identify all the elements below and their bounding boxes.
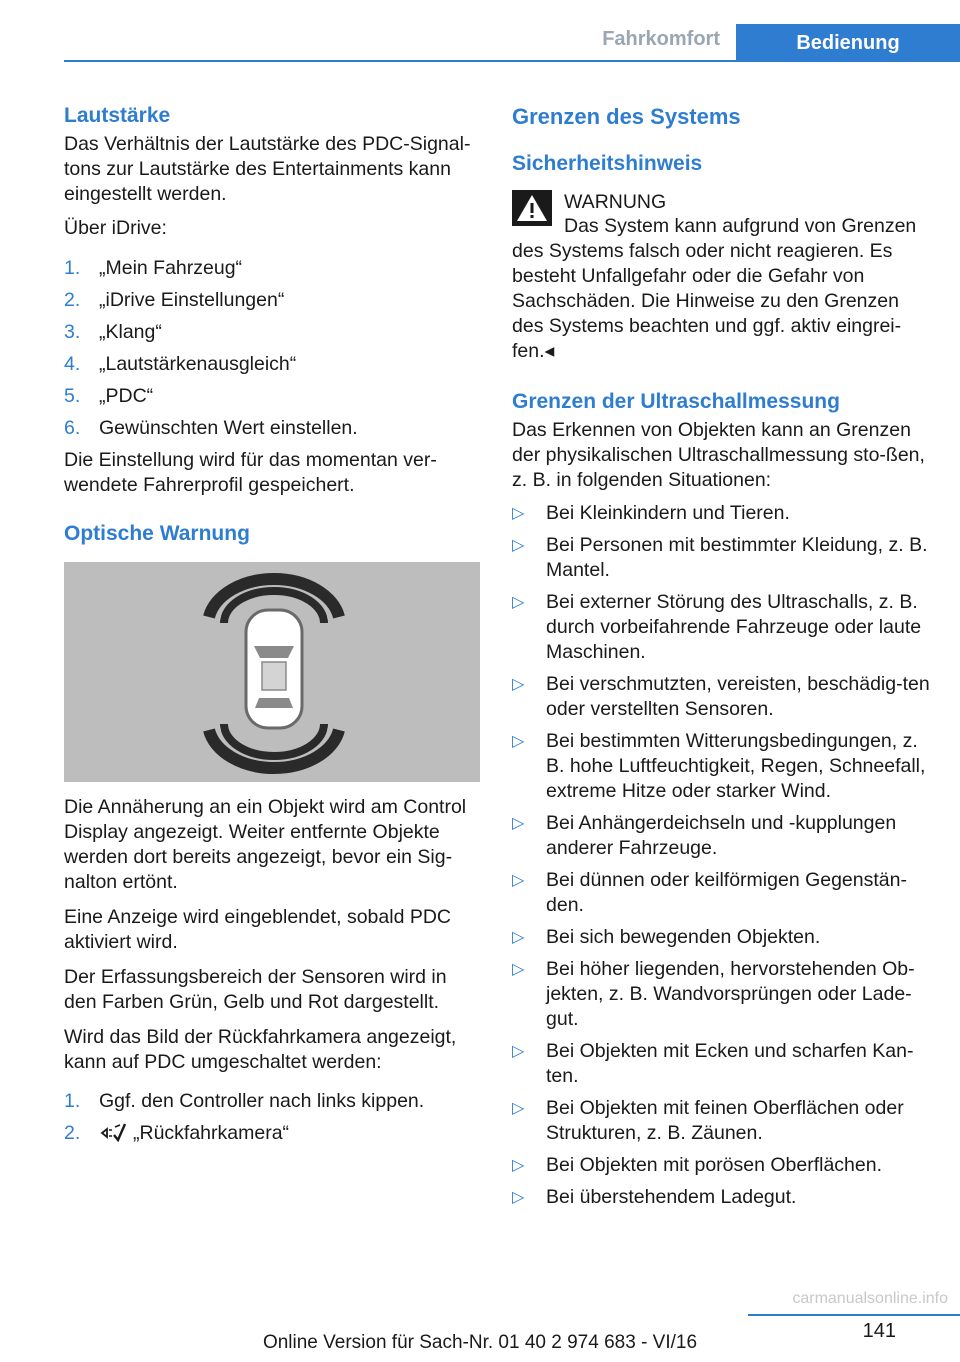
left-column xyxy=(64,100,480,1153)
idrive-label: Über iDrive: xyxy=(64,217,167,239)
watermark: carmanualsonline.info xyxy=(792,1290,948,1307)
list-item: ▷ Bei höher liegenden, hervorstehenden Ob-jekten, z. B. Wandvorsprüngen oder Lade-gut. xyxy=(512,958,915,1030)
footer-rule xyxy=(748,1314,960,1316)
list-item: 1. Ggf. den Controller nach links kippen. xyxy=(64,1090,425,1112)
safety-heading: Sicherheitshinweis xyxy=(512,152,703,175)
limits-list xyxy=(512,501,932,1210)
header-chapter-tab: Bedienung xyxy=(736,24,960,62)
header-section-label: Fahrkomfort xyxy=(602,28,720,50)
list-item: ▷ Bei externer Störung des Ultraschalls, z. B. durch vorbeifahrende Fahrzeuge oder laute Maschinen. xyxy=(512,591,922,663)
volume-text: Das Verhältnis der Lautstärke des PDC-Signal-tons zur Lautstärke des Entertainments kann eingestellt werden. xyxy=(64,133,471,205)
list-item: ▷ Bei bestimmten Witterungsbedingungen, z. B. hohe Luftfeuchtigkeit, Regen, Schneefall, extreme Hitze oder starker Wind. xyxy=(512,730,926,802)
approach-text: Die Annäherung an ein Objekt wird am Control Display angezeigt. Weiter entfernte Objekte werden dort bereits angezeigt, bevor ein Sig-nalton ertönt. xyxy=(64,796,467,893)
camera-text: Wird das Bild der Rückfahrkamera angezeigt, kann auf PDC umgeschaltet werden: xyxy=(64,1026,457,1073)
page-header xyxy=(0,0,960,62)
pdc-figure xyxy=(64,562,480,782)
list-item: ▷ Bei Anhängerdeichseln und -kupplungen anderer Fahrzeuge. xyxy=(512,812,897,859)
profile-note: Die Einstellung wird für das momentan ver-wendete Fahrerprofil gespeichert. xyxy=(64,449,437,496)
list-item: 1. „Mein Fahrzeug“ xyxy=(64,257,243,279)
warning-box xyxy=(512,186,932,218)
page-number: 141 xyxy=(862,1320,896,1342)
right-column xyxy=(512,100,932,1217)
ultrasonic-heading: Grenzen der Ultraschallmessung xyxy=(512,390,840,413)
limits-heading: Grenzen des Systems xyxy=(512,104,741,129)
list-item: ▷ Bei Personen mit bestimmter Kleidung, z. B. Mantel. xyxy=(512,534,928,581)
idrive-steps xyxy=(64,256,480,441)
range-text: Der Erfassungsbereich der Sensoren wird in den Farben Grün, Gelb und Rot dargestellt. xyxy=(64,966,447,1013)
warning-triangle-icon xyxy=(512,190,552,226)
camera-steps xyxy=(64,1089,480,1146)
list-item: ▷ Bei dünnen oder keilförmigen Gegenstän-den. xyxy=(512,869,907,916)
warning-text: Das System kann aufgrund von Grenzen des Systems falsch oder nicht reagieren. Es besteht Unfallgefahr oder die Gefahr von Sachschäden. Die Hinweise zu den Grenzen des Systems beachten und ggf. aktiv eingrei-fen.◂ xyxy=(512,215,917,362)
ultrasonic-intro: Das Erkennen von Objekten kann an Grenzen der physikalischen Ultraschallmessung sto-ßen, z. B. in folgenden Situationen: xyxy=(512,419,925,491)
online-version-line: Online Version für Sach-Nr. 01 40 2 974 683 - VI/16 xyxy=(262,1332,698,1353)
list-item: ▷ Bei Objekten mit porösen Oberflächen. xyxy=(512,1154,883,1176)
pdc-car-illustration xyxy=(64,562,480,782)
volume-heading: Lautstärke xyxy=(64,104,171,127)
list-item: 4. „Lautstärkenausgleich“ xyxy=(64,353,297,375)
list-item: ▷ Bei Kleinkindern und Tieren. xyxy=(512,502,790,524)
optical-warning-heading: Optische Warnung xyxy=(64,522,250,545)
list-item: ▷ Bei überstehendem Ladegut. xyxy=(512,1186,797,1208)
list-item: 3. „Klang“ xyxy=(64,321,162,343)
header-rule xyxy=(64,60,960,62)
list-item: 2. „iDrive Einstellungen“ xyxy=(64,289,285,311)
warning-label: WARNUNG xyxy=(564,191,667,213)
list-item: ▷ Bei Objekten mit Ecken und scharfen Kan-ten. xyxy=(512,1040,914,1087)
list-item: ▷ Bei sich bewegenden Objekten. xyxy=(512,926,821,948)
list-item: 6. Gewünschten Wert einstellen. xyxy=(64,417,358,439)
display-text: Eine Anzeige wird eingeblendet, sobald PDC aktiviert wird. xyxy=(64,906,452,953)
list-item: 5. „PDC“ xyxy=(64,385,154,407)
list-item: 2. „Rückfahrkamera“ xyxy=(64,1122,290,1144)
pdc-icon xyxy=(99,1121,127,1143)
list-item: ▷ Bei verschmutzten, vereisten, beschädig-ten oder verstellten Sensoren. xyxy=(512,673,930,720)
list-item: ▷ Bei Objekten mit feinen Oberflächen oder Strukturen, z. B. Zäunen. xyxy=(512,1097,904,1144)
